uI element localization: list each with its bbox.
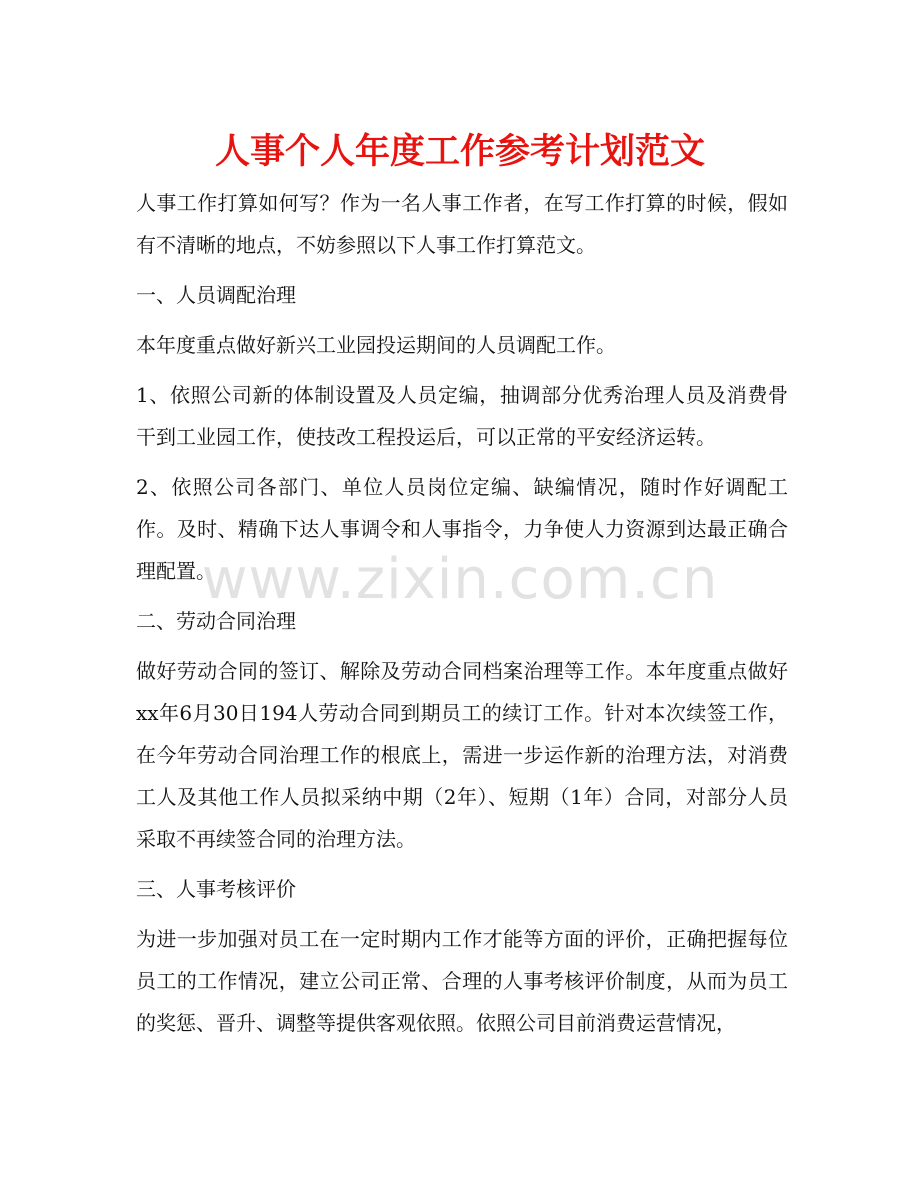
body-paragraph: 为进一步加强对员工在一定时期内工作才能等方面的评价，正确把握每位员工的工作情况，建立公司正常、合理的人事考核评价制度，从而为员工的奖惩、晋升、调整等提供客观依照。依照公司目前消费运营情况， (136, 927, 788, 1035)
watermark-text: www.zixin.com.cn (201, 547, 719, 612)
body-paragraph: 做好劳动合同的签订、解除及劳动合同档案治理等工作。本年度重点做好xx年6月30日194人劳动合同到期员工的续订工作。针对本次续签工作，在今年劳动合同治理工作的根底上，需进一步运作新的治理方法，对消费工人及其他工作人员拟采纳中期（2年）、短期（1年）合同，对部分人员采取不再续签合同的治理方法。 (136, 659, 788, 851)
section-heading: 一、人员调配治理 (136, 283, 296, 307)
body-paragraph: 人事工作打算如何写？作为一名人事工作者，在写工作打算的时候，假如有不清晰的地点，不妨参照以下人事工作打算范文。 (136, 191, 788, 257)
section-heading: 二、劳动合同治理 (136, 609, 296, 633)
body-paragraph: 本年度重点做好新兴工业园投运期间的人员调配工作。 (136, 333, 616, 357)
document-body (136, 182, 788, 1052)
document-title: 人事个人年度工作参考计划范文 (214, 132, 705, 172)
section-heading: 三、人事考核评价 (136, 877, 296, 901)
body-paragraph: 2、依照公司各部门、单位人员岗位定编、缺编情况，随时作好调配工作。及时、精确下达人事调令和人事指令，力争使人力资源到达最正确合理配置。 (136, 475, 788, 583)
body-paragraph: 1、依照公司新的体制设置及人员定编，抽调部分优秀治理人员及消费骨干到工业园工作，使技改工程投运后，可以正常的平安经济运转。 (136, 383, 788, 449)
